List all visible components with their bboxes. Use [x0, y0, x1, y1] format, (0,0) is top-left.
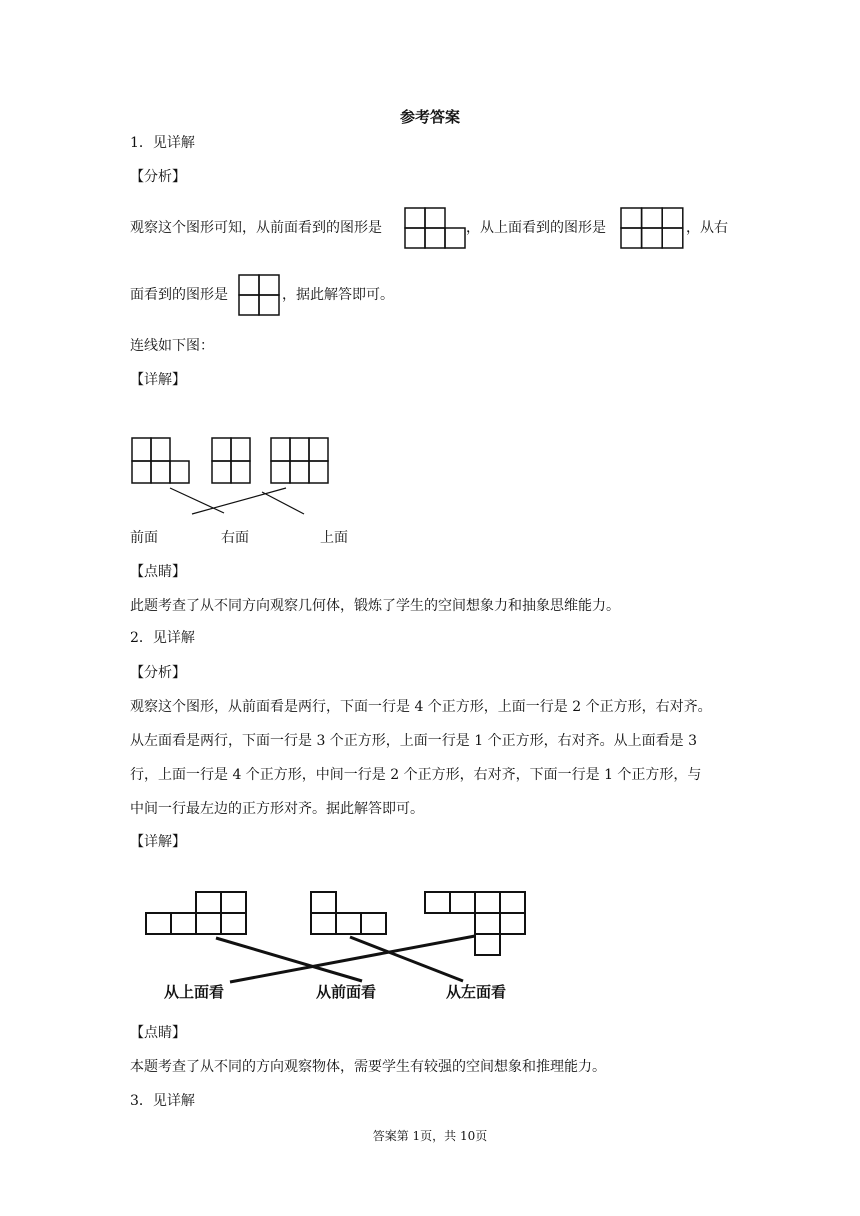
page-title: 参考答案 — [399, 108, 460, 126]
q2-label-top-view: 从上面看 — [164, 983, 225, 1001]
q1-label-right: 右面 — [221, 530, 249, 546]
q2-detail-label: 【详解】 — [130, 834, 186, 850]
q1-comment: 此题考查了从不同方向观察几何体，锻炼了学生的空间想象力和抽象思维能力。 — [130, 598, 620, 614]
q2-analysis-line: 观察这个图形，从前面看是两行，下面一行是 4 个正方形，上面一行是 2 个正方形，右对齐。 — [130, 699, 712, 715]
q1-analysis-label: 【分析】 — [130, 169, 186, 185]
q2-comment-label: 【点睛】 — [130, 1025, 186, 1041]
q2-analysis-line: 行，上面一行是 4 个正方形，中间一行是 2 个正方形，右对齐，下面一行是 1 个正方形，与 — [130, 767, 702, 783]
page-footer: 答案第 1页，共 10页 — [372, 1129, 488, 1143]
q1-detail-label: 【详解】 — [130, 372, 186, 388]
q2-analysis-line: 从左面看是两行，下面一行是 3 个正方形，上面一行是 1 个正方形，右对齐。从上面看是 3 — [130, 733, 697, 749]
q1-comment-label: 【点睛】 — [130, 564, 186, 580]
q1-label-front: 前面 — [130, 530, 158, 546]
q1-connect-note: 连线如下图： — [130, 338, 214, 354]
q1-analysis-text-5: ，据此解答即可。 — [282, 287, 394, 303]
q1-analysis-text-1: 观察这个图形可知，从前面看到的图形是 — [130, 220, 382, 236]
q2-heading: 2．见详解 — [130, 630, 195, 646]
q2-analysis-label: 【分析】 — [130, 665, 186, 681]
q1-heading: 1．见详解 — [130, 135, 195, 151]
q1-right-view-figure — [238, 274, 280, 316]
q2-label-front-view: 从前面看 — [316, 983, 377, 1001]
q3-heading: 3．见详解 — [130, 1093, 195, 1109]
q1-matching-diagram — [130, 436, 330, 518]
q2-analysis-line: 中间一行最左边的正方形对齐。据此解答即可。 — [130, 801, 424, 817]
q1-analysis-text-2: ，从上面看到的图形是 — [466, 220, 606, 236]
q1-label-top: 上面 — [320, 530, 348, 546]
q1-top-view-figure — [620, 207, 684, 249]
q2-comment: 本题考查了从不同的方向观察物体，需要学生有较强的空间想象和推理能力。 — [130, 1059, 606, 1075]
q1-analysis-text-4: 面看到的图形是 — [130, 287, 228, 303]
q1-front-view-figure — [404, 207, 466, 249]
q2-label-left-view: 从左面看 — [446, 983, 507, 1001]
q1-analysis-text-3: ，从右 — [686, 220, 728, 236]
